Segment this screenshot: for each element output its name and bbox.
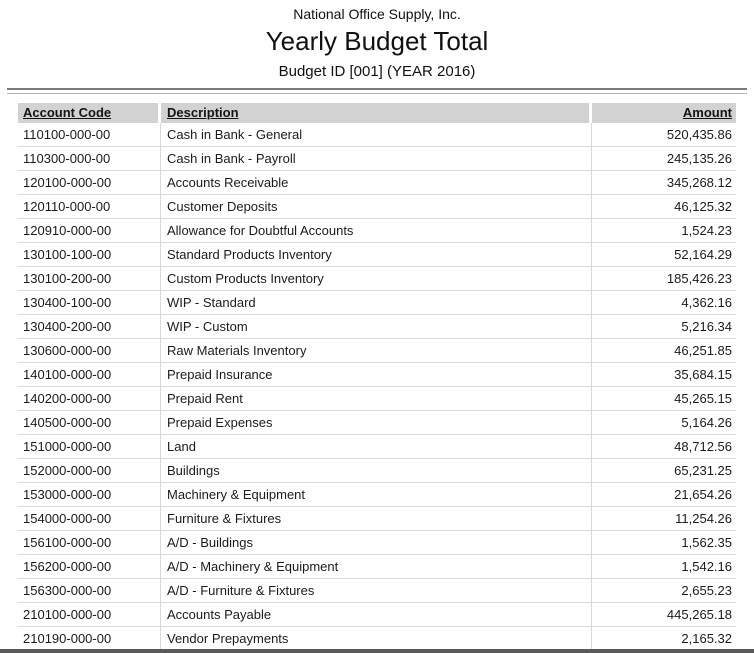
amount-cell: 45,265.15 [674, 391, 732, 406]
amount-cell: 46,251.85 [674, 343, 732, 358]
amount-cell: 2,655.23 [681, 583, 732, 598]
account-code-cell: 140200-000-00 [18, 387, 161, 410]
amount-cell: 5,164.26 [681, 415, 732, 430]
description-cell: Custom Products Inventory [161, 267, 592, 290]
column-header-amount: Amount [592, 103, 736, 123]
account-code-cell: 156200-000-00 [18, 555, 161, 578]
description-cell: WIP - Custom [161, 315, 592, 338]
page-bottom-edge [0, 649, 754, 653]
table-row [18, 171, 736, 195]
table-row [18, 195, 736, 219]
table-row [18, 363, 736, 387]
report-header [0, 0, 754, 80]
table-row [18, 339, 736, 363]
amount-cell: 520,435.86 [666, 127, 732, 142]
description-cell: WIP - Standard [161, 291, 592, 314]
account-code-cell: 210100-000-00 [18, 603, 161, 626]
table-row [18, 147, 736, 171]
account-code-cell: 152000-000-00 [18, 459, 161, 482]
amount-cell: 245,135.26 [666, 151, 732, 166]
table-row [18, 603, 736, 627]
account-code-cell: 130400-100-00 [18, 291, 161, 314]
description-cell: A/D - Furniture & Fixtures [161, 579, 592, 602]
table-row [18, 243, 736, 267]
description-cell: Customer Deposits [161, 195, 592, 218]
table-row [18, 579, 736, 603]
table-row [18, 627, 736, 651]
table-row [18, 459, 736, 483]
description-cell: A/D - Buildings [161, 531, 592, 554]
amount-cell: 2,165.32 [681, 631, 732, 646]
table-row [18, 291, 736, 315]
table-row [18, 435, 736, 459]
account-code-cell: 140100-000-00 [18, 363, 161, 386]
description-cell: Furniture & Fixtures [161, 507, 592, 530]
description-cell: Prepaid Rent [161, 387, 592, 410]
account-code-cell: 130400-200-00 [18, 315, 161, 338]
amount-cell: 46,125.32 [674, 199, 732, 214]
amount-cell: 65,231.25 [674, 463, 732, 478]
description-cell: Cash in Bank - Payroll [161, 147, 592, 170]
page-title: Yearly Budget Total [265, 26, 489, 56]
account-code-cell: 110300-000-00 [18, 147, 161, 170]
description-cell: Prepaid Expenses [161, 411, 592, 434]
amount-cell: 1,542.16 [681, 559, 732, 574]
description-cell: Standard Products Inventory [161, 243, 592, 266]
description-cell: Vendor Prepayments [161, 627, 592, 650]
amount-cell: 185,426.23 [666, 271, 732, 286]
table-row [18, 387, 736, 411]
table-row [18, 507, 736, 531]
account-code-cell: 153000-000-00 [18, 483, 161, 506]
account-code-cell: 156100-000-00 [18, 531, 161, 554]
company-name: National Office Supply, Inc. [293, 6, 461, 22]
description-cell: Machinery & Equipment [161, 483, 592, 506]
amount-cell: 48,712.56 [674, 439, 732, 454]
table-row [18, 483, 736, 507]
table-row [18, 315, 736, 339]
table-row [18, 123, 736, 147]
amount-cell: 5,216.34 [681, 319, 732, 334]
amount-cell: 345,268.12 [666, 175, 732, 190]
amount-cell: 21,654.26 [674, 487, 732, 502]
amount-cell: 1,524.23 [681, 223, 732, 238]
account-code-cell: 120110-000-00 [18, 195, 161, 218]
table-header-row [18, 103, 736, 123]
description-cell: A/D - Machinery & Equipment [161, 555, 592, 578]
account-code-cell: 120100-000-00 [18, 171, 161, 194]
table-body [18, 123, 736, 651]
account-code-cell: 130100-200-00 [18, 267, 161, 290]
amount-cell: 35,684.15 [674, 367, 732, 382]
amount-cell: 445,265.18 [666, 607, 732, 622]
account-code-cell: 120910-000-00 [18, 219, 161, 242]
header-divider [7, 88, 747, 94]
account-code-cell: 151000-000-00 [18, 435, 161, 458]
description-cell: Allowance for Doubtful Accounts [161, 219, 592, 242]
table-row [18, 555, 736, 579]
description-cell: Accounts Payable [161, 603, 592, 626]
account-code-cell: 130100-100-00 [18, 243, 161, 266]
table-row [18, 219, 736, 243]
amount-cell: 1,562.35 [681, 535, 732, 550]
report-subtitle: Budget ID [001] (YEAR 2016) [278, 62, 476, 80]
amount-cell: 4,362.16 [681, 295, 732, 310]
description-cell: Land [161, 435, 592, 458]
account-code-cell: 154000-000-00 [18, 507, 161, 530]
table-row [18, 531, 736, 555]
account-code-cell: 140500-000-00 [18, 411, 161, 434]
amount-cell: 11,254.26 [675, 511, 732, 526]
table-row [18, 411, 736, 435]
account-code-cell: 130600-000-00 [18, 339, 161, 362]
account-code-cell: 210190-000-00 [18, 627, 161, 650]
description-cell: Accounts Receivable [161, 171, 592, 194]
column-header-account-code: Account Code [18, 103, 161, 123]
account-code-cell: 156300-000-00 [18, 579, 161, 602]
amount-cell: 52,164.29 [674, 247, 732, 262]
description-cell: Buildings [161, 459, 592, 482]
account-code-cell: 110100-000-00 [18, 123, 161, 146]
budget-table [18, 103, 736, 651]
column-header-description: Description [161, 103, 592, 123]
description-cell: Raw Materials Inventory [161, 339, 592, 362]
description-cell: Prepaid Insurance [161, 363, 592, 386]
table-row [18, 267, 736, 291]
description-cell: Cash in Bank - General [161, 123, 592, 146]
